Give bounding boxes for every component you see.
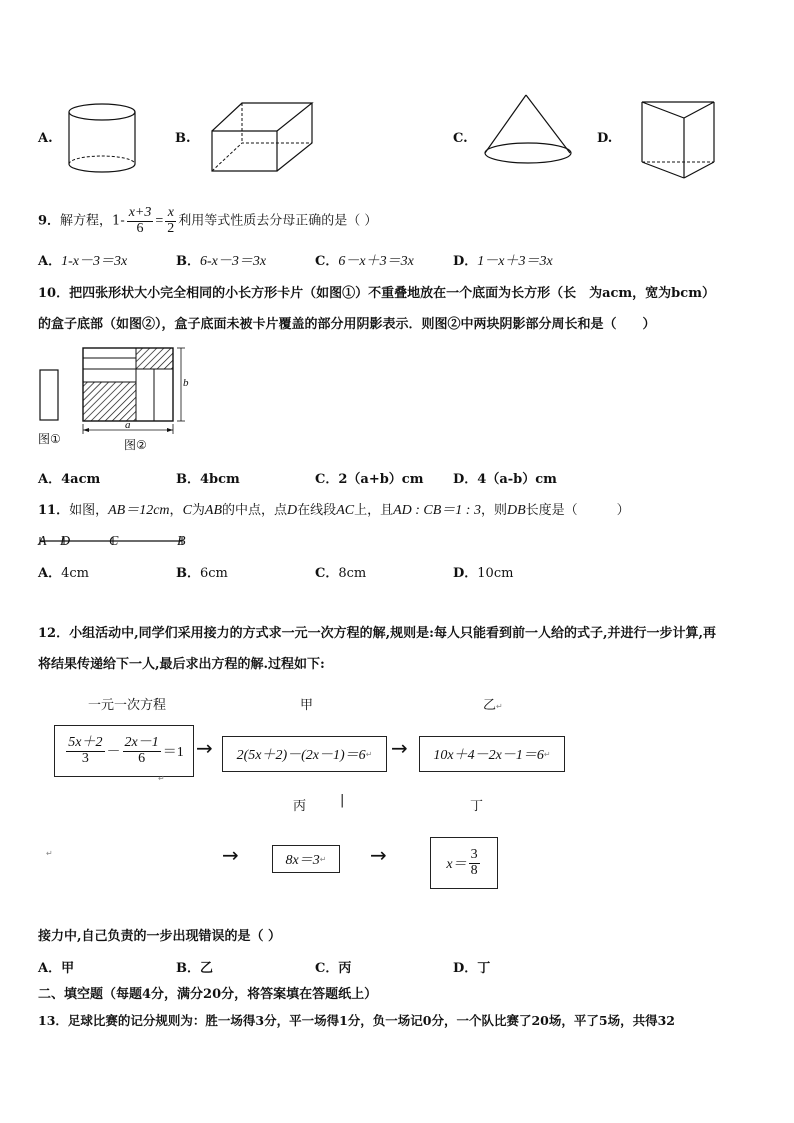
q9-option-a[interactable] bbox=[38, 250, 127, 270]
q8-option-b-letter: B. bbox=[175, 131, 191, 146]
q11-text-2: ， bbox=[169, 503, 183, 518]
q11-math-1: AB＝12cm bbox=[108, 503, 170, 518]
q9-stem bbox=[38, 206, 377, 236]
q12-header-jia: 甲 bbox=[300, 698, 314, 713]
q9-fraction-2-denominator: 2 bbox=[167, 220, 175, 236]
q9-fraction-1-denominator: 6 bbox=[136, 220, 144, 236]
cylinder-icon bbox=[66, 103, 138, 175]
q12-box-yi bbox=[419, 736, 565, 772]
q12-arrow-4: → bbox=[370, 843, 387, 867]
q9-fraction-1 bbox=[127, 206, 154, 236]
q9-option-c-letter: C． bbox=[315, 254, 339, 269]
q12-box-ding bbox=[430, 837, 498, 889]
q9-suffix: 利用等式性质去分母正确的是（ ） bbox=[178, 213, 378, 229]
fig2-label-b: b bbox=[183, 377, 189, 389]
q11-option-c-text: 8cm bbox=[338, 566, 367, 581]
q12-header-equation: 一元一次方程 bbox=[88, 698, 167, 713]
q11-option-a-letter: A． bbox=[38, 566, 62, 581]
q11-option-a-text: 4cm bbox=[61, 566, 89, 581]
q12-eq0-fraction-1 bbox=[66, 736, 104, 766]
q10-option-a-letter: A． bbox=[38, 472, 62, 487]
q8-option-d-letter: D. bbox=[597, 131, 613, 146]
return-mark-icon: ↵ bbox=[496, 702, 503, 711]
q10-option-b-text: 4bcm bbox=[200, 472, 240, 487]
q11-math-2: C bbox=[182, 503, 192, 518]
q9-fraction-2 bbox=[165, 206, 176, 236]
q10-option-d-letter: D． bbox=[453, 472, 478, 487]
q12-eq0-fraction-1-denominator: 3 bbox=[81, 750, 89, 766]
q12-option-d-text: 丁 bbox=[477, 961, 491, 976]
q10-stem-line-1: 10．把四张形状大小完全相同的小长方形卡片（如图①）不重叠地放在一个底面为长方形（长 为acm，宽为bcm） bbox=[38, 286, 715, 301]
q12-option-b[interactable] bbox=[176, 957, 213, 976]
q12-eq2: 10x＋4－2x－1＝6 bbox=[433, 748, 544, 763]
q8-option-a-letter: A. bbox=[38, 131, 53, 146]
q10-option-c-text: 2（a+b）cm bbox=[338, 472, 424, 487]
q10-option-b-letter: B． bbox=[176, 472, 200, 487]
q12-option-b-text: 乙 bbox=[200, 961, 214, 976]
q12-option-c-text: 丙 bbox=[338, 961, 352, 976]
q11-option-d-letter: D． bbox=[453, 566, 478, 581]
q11-math-5: AC bbox=[336, 503, 355, 518]
q12-header-ding: 丁 bbox=[470, 799, 484, 814]
q10-option-d[interactable] bbox=[453, 468, 557, 487]
q12-option-c-letter: C． bbox=[315, 961, 339, 976]
cuboid-icon bbox=[207, 101, 319, 173]
q11-point-c: C bbox=[109, 534, 119, 549]
q11-option-c-letter: C． bbox=[315, 566, 339, 581]
q11-option-b-letter: B． bbox=[176, 566, 200, 581]
q11-text-8: 长度是（ ） bbox=[525, 503, 630, 518]
q10-option-b[interactable] bbox=[176, 468, 240, 487]
q9-option-b-text: 6-x－3＝3x bbox=[200, 254, 267, 269]
fig2-shaded-top-right bbox=[136, 348, 173, 369]
fig2-shaded-bottom-left bbox=[83, 382, 136, 421]
return-mark-icon: ↵ bbox=[46, 849, 53, 858]
q12-option-c[interactable] bbox=[315, 957, 351, 976]
q10-option-d-text: 4（a-b）cm bbox=[477, 472, 557, 487]
q9-option-a-text: 1-x－3＝3x bbox=[61, 254, 128, 269]
fig1-card bbox=[40, 370, 58, 420]
fig1-label: 图① bbox=[38, 432, 61, 446]
q11-math-7: DB bbox=[507, 503, 526, 518]
q11-option-d[interactable] bbox=[453, 562, 513, 581]
q11-option-a[interactable] bbox=[38, 562, 89, 581]
q12-eq4-fraction bbox=[469, 848, 480, 878]
q11-text-7: ，则 bbox=[480, 503, 507, 518]
q12-option-a-letter: A． bbox=[38, 961, 62, 976]
q9-fraction-2-numerator: x bbox=[165, 206, 176, 222]
q12-question: 接力中,自己负责的一步出现错误的是（ ） bbox=[38, 929, 282, 944]
fig2-label: 图② bbox=[124, 438, 147, 452]
q12-eq0-fraction-2 bbox=[123, 736, 161, 766]
q12-eq0-minus: － bbox=[106, 745, 121, 760]
q9-option-d[interactable] bbox=[453, 250, 553, 270]
return-mark-icon: ↵ bbox=[158, 774, 165, 783]
q12-eq1: 2(5x＋2)－(2x－1)＝6 bbox=[236, 748, 366, 763]
q11-option-c[interactable] bbox=[315, 562, 366, 581]
q12-header-bing: 丙 bbox=[293, 799, 307, 814]
q12-box-equation bbox=[54, 725, 194, 777]
q11-text-5: 在线段 bbox=[297, 503, 337, 518]
q12-arrow-3: → bbox=[222, 843, 239, 867]
q12-eq0-fraction-2-numerator: 2x－1 bbox=[124, 734, 159, 750]
q9-equals: = bbox=[155, 213, 164, 229]
q11-math-6: AD : CB＝1 : 3 bbox=[393, 503, 481, 518]
q12-stem-line-2: 将结果传递给下一人,最后求出方程的解.过程如下: bbox=[38, 657, 325, 672]
q11-text-1: 如图， bbox=[69, 503, 109, 518]
q9-prefix: 解方程，1- bbox=[60, 213, 125, 229]
q10-option-c-letter: C． bbox=[315, 472, 339, 487]
q9-fraction-1-numerator: x+3 bbox=[128, 205, 152, 220]
q13-stem: 13．足球比赛的记分规则为：胜一场得3分，平一场得1分，负一场记0分，一个队比赛了20场，平了5场，共得32 bbox=[38, 1013, 675, 1028]
q11-option-b[interactable] bbox=[176, 562, 228, 581]
q9-option-a-letter: A． bbox=[38, 254, 62, 269]
q9-option-d-letter: D． bbox=[453, 254, 478, 269]
q9-option-b-letter: B． bbox=[176, 254, 200, 269]
q12-option-b-letter: B． bbox=[176, 961, 200, 976]
q12-stem-line-1: 12．小组活动中,同学们采用接力的方式求一元一次方程的解,规则是:每人只能看到前一人给的式子,并进行一步计算,再 bbox=[38, 626, 716, 641]
q12-eq0-fraction-1-numerator: 5x＋2 bbox=[68, 734, 103, 750]
q11-text-6: 上，且 bbox=[354, 503, 394, 518]
q12-header-yi-text: 乙 bbox=[483, 698, 497, 713]
q11-option-b-text: 6cm bbox=[200, 566, 228, 581]
q12-eq4-denominator: 8 bbox=[470, 862, 478, 878]
cone-icon bbox=[482, 93, 574, 165]
q11-point-a: A bbox=[38, 534, 47, 549]
q12-eq4-lhs: x＝ bbox=[446, 857, 467, 872]
q12-separator: | bbox=[340, 793, 345, 808]
q12-eq4-numerator: 3 bbox=[470, 846, 478, 862]
q9-number: 9． bbox=[38, 213, 61, 229]
q8-option-c-letter: C. bbox=[453, 131, 468, 146]
q10-option-a[interactable] bbox=[38, 468, 100, 487]
q12-option-d-letter: D． bbox=[453, 961, 478, 976]
q12-arrow-1: → bbox=[196, 736, 213, 760]
q11-math-4: D bbox=[287, 503, 298, 518]
q12-box-jia bbox=[222, 736, 387, 772]
fig2-label-a: a bbox=[125, 419, 131, 431]
q10-option-a-text: 4acm bbox=[61, 472, 101, 487]
section-2-title: 二、填空题（每题4分，满分20分，将答案填在答题纸上） bbox=[38, 987, 378, 1002]
return-mark-icon: ↵ bbox=[319, 854, 327, 864]
q10-option-c[interactable] bbox=[315, 468, 423, 487]
return-mark-icon: ↵ bbox=[543, 749, 551, 759]
q12-arrow-2: → bbox=[391, 736, 408, 760]
return-mark-icon: ↵ bbox=[365, 749, 373, 759]
q11-point-b: B bbox=[177, 534, 186, 549]
q12-eq0-fraction-2-denominator: 6 bbox=[138, 750, 146, 766]
q11-number: 11． bbox=[38, 503, 70, 518]
q10-stem-line-2: 的盒子底部（如图②），盒子底面未被卡片覆盖的部分用阴影表示．则图②中两块阴影部分周长和是（ ） bbox=[38, 317, 656, 332]
q9-option-c[interactable] bbox=[315, 250, 414, 270]
q12-option-d[interactable] bbox=[453, 957, 490, 976]
q12-option-a-text: 甲 bbox=[61, 961, 75, 976]
q12-eq3: 8x＝3 bbox=[285, 853, 320, 868]
q11-stem bbox=[38, 499, 630, 519]
q9-option-b[interactable] bbox=[176, 250, 266, 270]
q11-text-4: 的中点，点 bbox=[222, 503, 288, 518]
q12-box-bing bbox=[272, 845, 340, 873]
q9-option-d-text: 1－x＋3＝3x bbox=[477, 254, 553, 269]
q11-math-3: AB bbox=[204, 503, 223, 518]
q12-eq0-rhs: ＝1 bbox=[162, 745, 184, 760]
q11-point-d: D bbox=[60, 534, 71, 549]
q12-header-yi bbox=[483, 694, 503, 713]
q11-text-3: 为 bbox=[191, 503, 205, 518]
triangular-prism-icon bbox=[638, 100, 718, 182]
q12-option-a[interactable] bbox=[38, 957, 74, 976]
q9-option-c-text: 6－x＋3＝3x bbox=[338, 254, 414, 269]
q11-option-d-text: 10cm bbox=[477, 566, 514, 581]
